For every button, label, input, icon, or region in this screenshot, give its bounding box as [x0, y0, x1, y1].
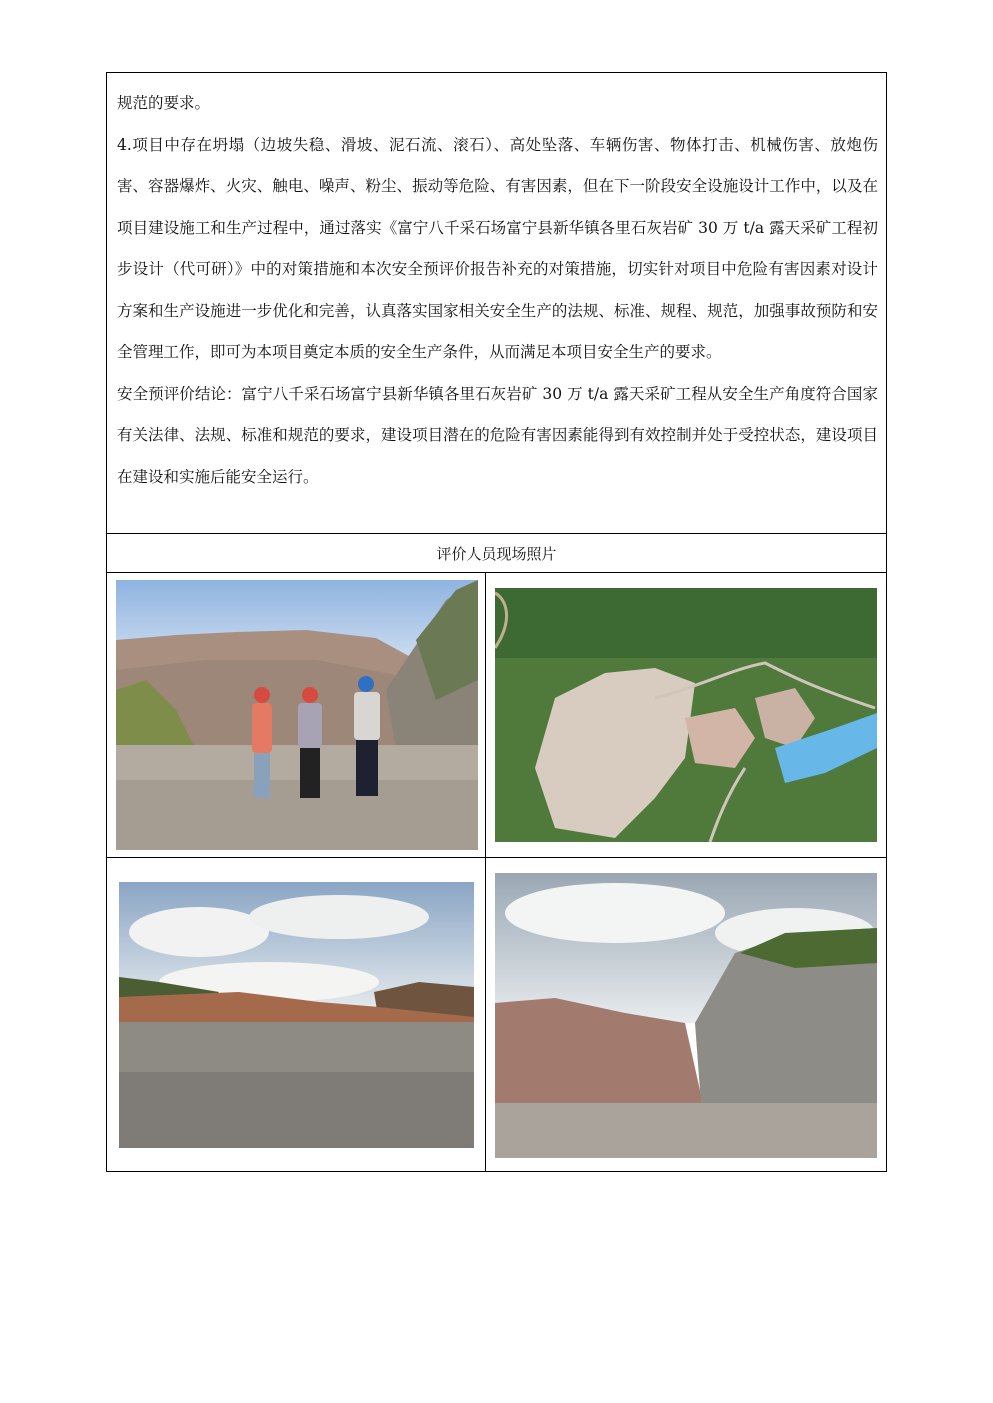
conclusion-text-cell: [107, 73, 886, 533]
site-photo-inspectors: [116, 580, 478, 850]
report-table: [106, 72, 887, 1172]
table-column-divider: [485, 572, 486, 1171]
table-divider: [107, 572, 886, 573]
site-photo-cliff: [495, 873, 877, 1158]
paragraph-3: 安全预评价结论：富宁八千采石场富宁县新华镇各里石灰岩矿 30 万 t/a 露天采矿工程从安全生产角度符合国家有关法律、法规、标准和规范的要求，建设项目潜在的危险有害因素能得到有效控制并处于受控状态，建设项目在建设和实施后能安全运行。: [117, 384, 878, 486]
photos-caption: 评价人员现场照片: [436, 544, 557, 563]
table-divider: [107, 857, 886, 858]
paragraph-2: 4.项目中存在坍塌（边坡失稳、滑坡、泥石流、滚石）、高处坠落、车辆伤害、物体打击、机械伤害、放炮伤害、容器爆炸、火灾、触电、噪声、粉尘、振动等危险、有害因素，但在下一阶段安全设施设计工作中，以及在项目建设施工和生产过程中，通过落实《富宁八千采石场富宁县新华镇各里石灰岩矿 30 万 t/a 露天采矿工程初步设计（代可研）》中的对策措施和本次安全预评价报告补充的对策措施，切实针对项目中危险有害因素对设计方案和生产设施进一步优化和完善，认真落实国家相关安全生产的法规、标准、规程、规范，加强事故预防和安全管理工作，即可为本项目奠定本质的安全生产条件，从而满足本项目安全生产的要求。: [117, 135, 878, 361]
paragraph-1: 规范的要求。: [117, 94, 211, 112]
site-photo-aerial: [495, 588, 877, 842]
site-photo-ground: [119, 882, 474, 1148]
